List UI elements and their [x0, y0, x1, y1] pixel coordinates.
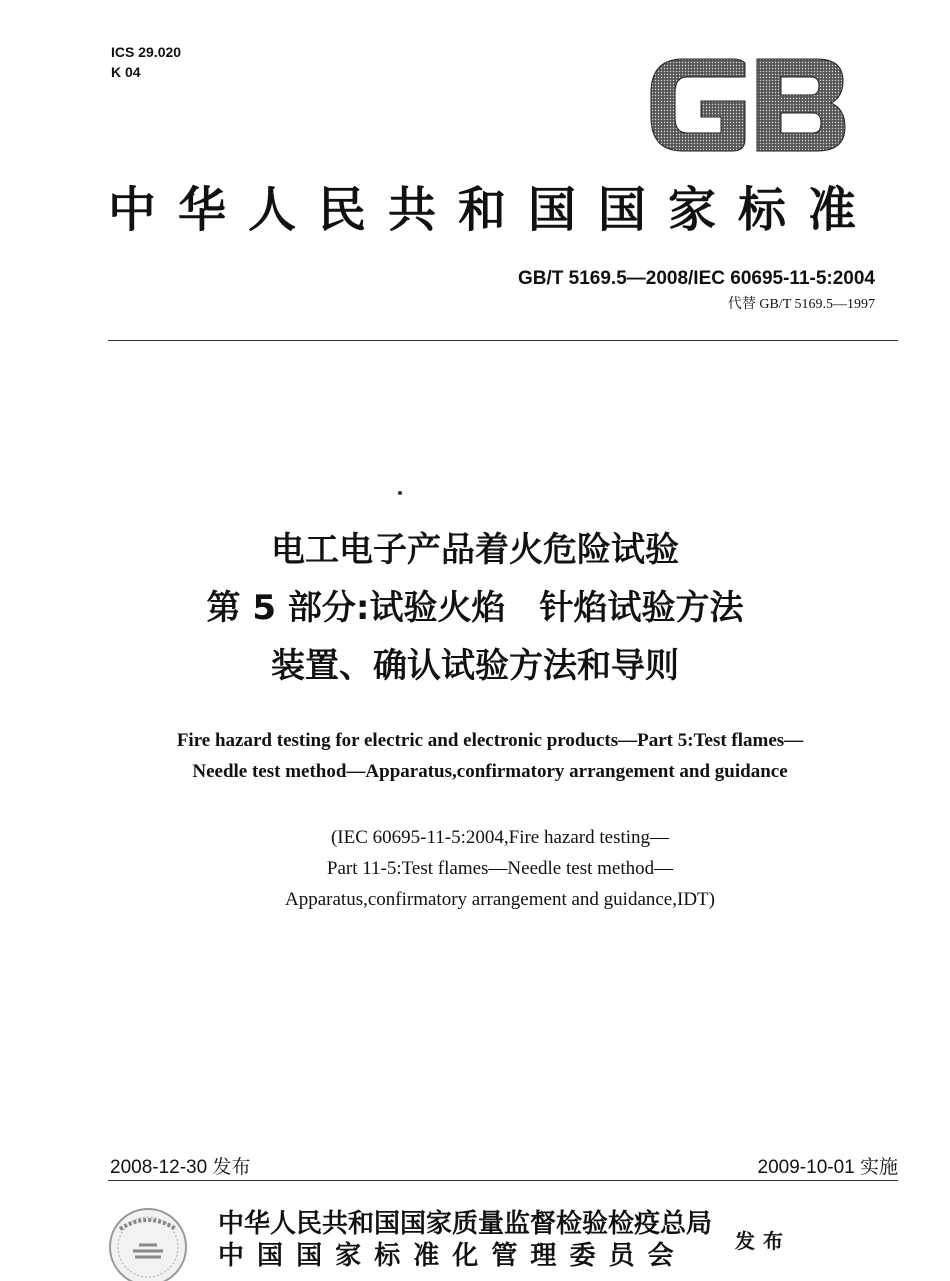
title-cn-line1: 电工电子产品着火危险试验	[271, 530, 679, 570]
iec-reference-line1: (IEC 60695-11-5:2004,Fire hazard testing—	[330, 827, 670, 848]
iec-reference-line2: Part 11-5:Test flames—Needle test method—	[326, 858, 674, 879]
official-seal-icon	[105, 1205, 191, 1281]
replaces-note: 代替 GB/T 5169.5—1997	[727, 297, 875, 312]
issuer-line2: 中 国 国 家 标 准 化 管 理 委 员 会	[218, 1241, 676, 1271]
classification-block	[111, 42, 181, 82]
footer-divider	[108, 1180, 898, 1181]
issuer-line1: 中华人民共和国国家质量监督检验检疫总局	[218, 1209, 713, 1239]
national-standard-title: 中华人民共和国国家标准	[108, 182, 879, 238]
standard-code: GB/T 5169.5—2008/IEC 60695-11-5:2004	[517, 268, 875, 289]
ics-code: ICS 29.020	[111, 44, 182, 60]
iec-reference-line3: Apparatus,confirmatory arrangement and guidance,IDT)	[285, 889, 715, 910]
classification-code: K 04	[111, 64, 141, 80]
title-en-line2: Needle test method—Apparatus,confirmatory arrangement and guidance	[192, 761, 788, 782]
title-cn-line2: 第 5 部分:试验火焰 针焰试验方法	[206, 588, 744, 628]
dot-mark	[398, 491, 402, 495]
issue-date: 2008-12-30 发布	[110, 1157, 251, 1178]
title-en-line1: Fire hazard testing for electric and electronic products—Part 5:Test flames—	[176, 730, 804, 751]
effective-date: 2009-10-01 实施	[757, 1157, 898, 1178]
header-divider	[108, 340, 898, 341]
title-cn-line3: 装置、确认试验方法和导则	[271, 646, 679, 686]
publish-label: 发布	[735, 1229, 791, 1253]
gb-logo	[645, 55, 850, 155]
